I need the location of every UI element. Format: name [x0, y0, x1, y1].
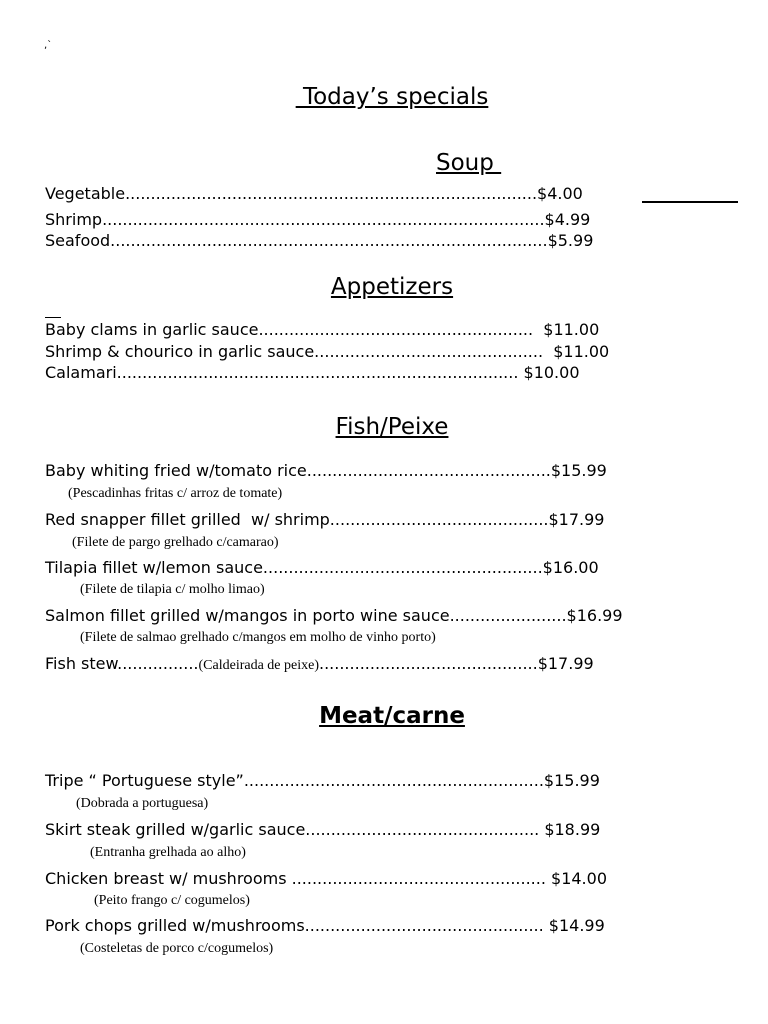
menu-item-baby-clams: Baby clams in garlic sauce...................................................... $11.00: [45, 320, 600, 339]
menu-item-chicken-breast: Chicken breast w/ mushrooms .................................................. $14.00: [45, 869, 607, 888]
section-heading-soup: Soup: [436, 150, 502, 176]
section-heading-meat: Meat/carne: [319, 703, 465, 729]
menu-item-pork-chops: Pork chops grilled w/mushrooms............................................... $14.99: [45, 916, 605, 935]
menu-item-translation: (Entranha grelhada ao alho): [90, 845, 246, 860]
dash-mark: [45, 317, 61, 318]
menu-item-translation: (Filete de pargo grelhado c/camarao): [72, 535, 279, 550]
underline-rule: [642, 201, 738, 203]
menu-item-baby-whiting: Baby whiting fried w/tomato rice................................................$15.99: [45, 461, 607, 480]
stray-mark: ,`: [44, 40, 53, 51]
fish-stew-translation: (Caldeirada de peixe): [198, 658, 319, 673]
menu-item-shrimp-chourico: Shrimp & chourico in garlic sauce............................................. $11.00: [45, 342, 610, 361]
menu-item-fish-stew: [45, 654, 594, 674]
menu-item-translation: (Dobrada a portuguesa): [76, 796, 209, 811]
menu-item-tripe: Tripe “ Portuguese style”...........................................................$15.99: [45, 771, 600, 790]
menu-item-calamari: Calamari............................................................................... $10.00: [45, 363, 580, 382]
fish-stew-name: Fish stew................: [45, 654, 199, 673]
menu-item-salmon: Salmon fillet grilled w/mangos in porto wine sauce.......................$16.99: [45, 606, 623, 625]
section-heading-fish: Fish/Peixe: [335, 414, 449, 440]
menu-item-vegetable-soup: Vegetable.................................................................................$4.00: [45, 184, 583, 203]
page-title: Today’s specials: [295, 84, 489, 110]
menu-item-skirt-steak: Skirt steak grilled w/garlic sauce.............................................. $18.99: [45, 820, 601, 839]
section-heading-appetizers: Appetizers: [330, 274, 454, 300]
fish-stew-price: ...........................................$17.99: [319, 654, 594, 673]
menu-item-red-snapper: Red snapper fillet grilled w/ shrimp...........................................$17.99: [45, 510, 605, 529]
menu-item-shrimp-soup: Shrimp.......................................................................................$4.99: [45, 210, 591, 229]
menu-item-seafood-soup: Seafood......................................................................................$5.99: [45, 231, 594, 250]
menu-item-translation: (Filete de salmao grelhado c/mangos em molho de vinho porto): [80, 630, 436, 645]
menu-item-translation: (Filete de tilapia c/ molho limao): [80, 582, 265, 597]
menu-item-translation: (Costeletas de porco c/cogumelos): [80, 941, 274, 956]
menu-item-tilapia: Tilapia fillet w/lemon sauce.......................................................$16.00: [45, 558, 599, 577]
menu-item-translation: (Pescadinhas fritas c/ arroz de tomate): [68, 486, 283, 501]
menu-item-translation: (Peito frango c/ cogumelos): [94, 893, 250, 908]
